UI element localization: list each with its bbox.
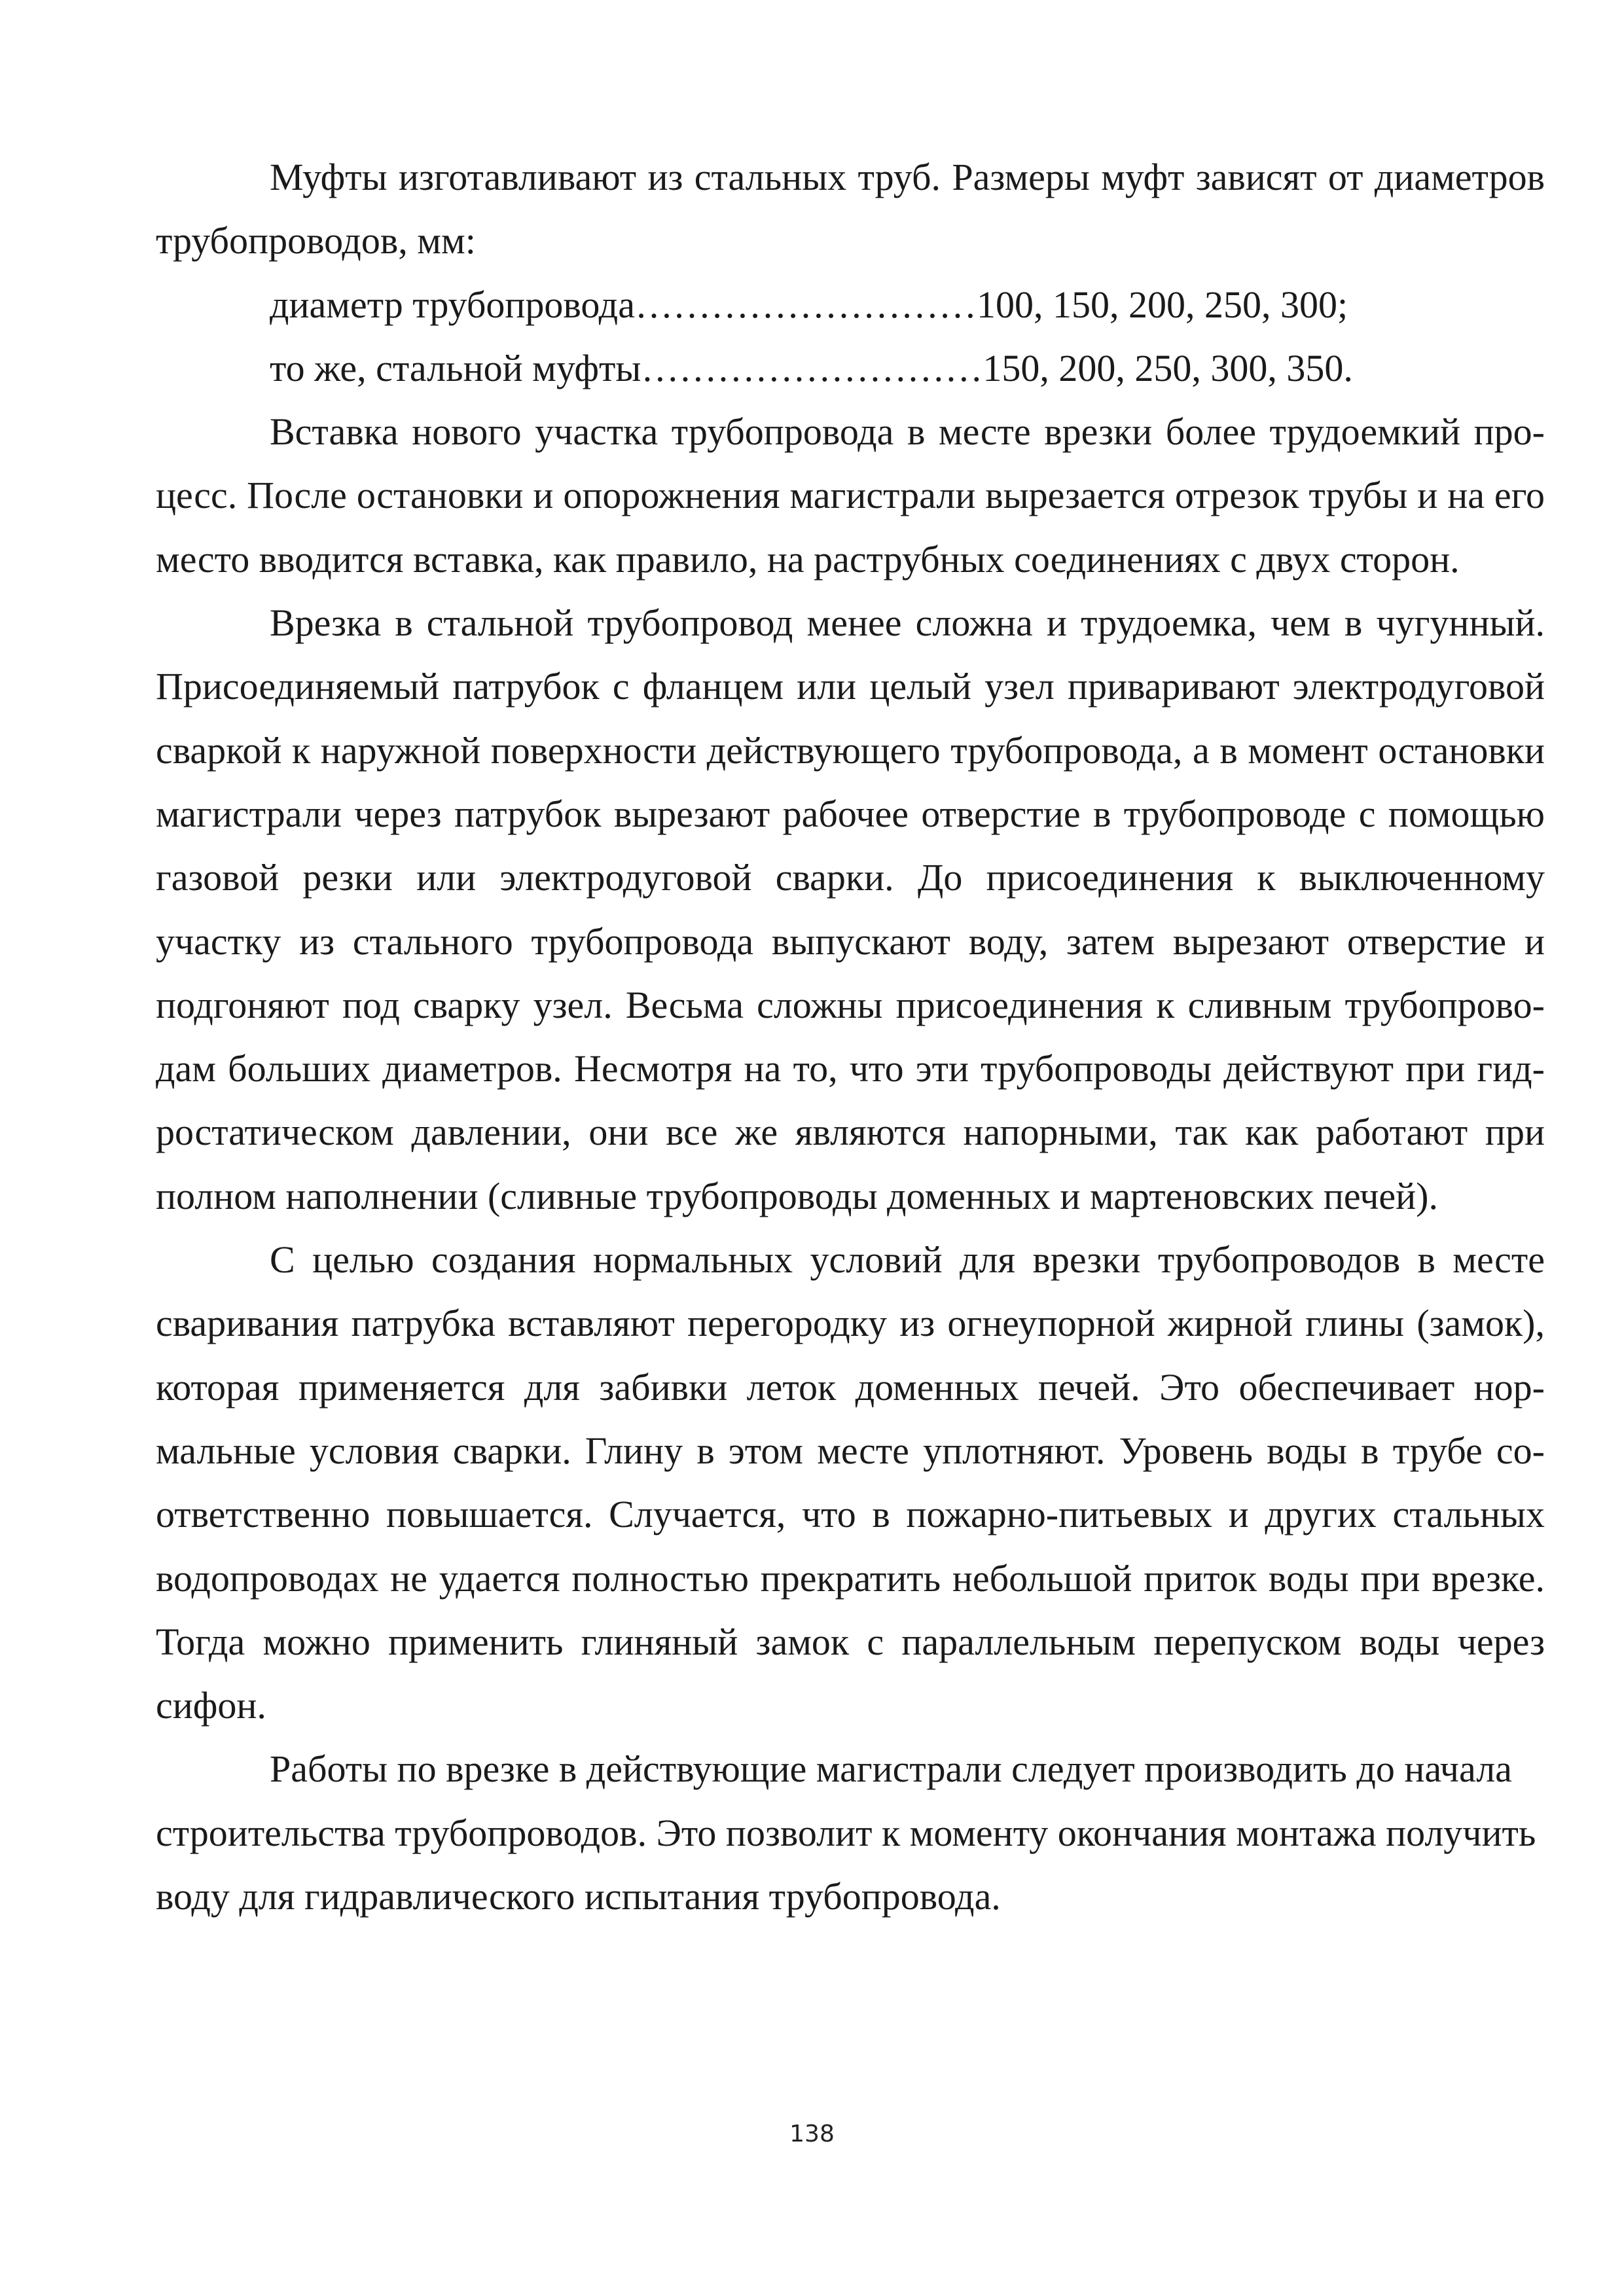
spec-values: 150, 200, 250, 300, 350. [983,346,1353,389]
paragraph-work-schedule: Работы по врезке в действующие магистрали следует производить до начала строительства трубопроводов. Это позволит к моменту окончания монтажа получить воду для гидравлического испытания трубопровода. [156,1748,1536,1918]
spec-leader: ……………………… [634,283,977,326]
spec-label: диаметр трубопровода [270,283,635,326]
spec-leader: ……………………… [641,346,983,389]
paragraph-insert-section: Вставка нового участка трубопровода в месте врезки более трудоемкий процесс. После остановки и опорожнения магистрали вырезается отрезок трубы и на его место вводится вставка, как правило, на раструбных соединениях с двух сторон. [156,410,1545,581]
paragraph-clay-lock: С целью создания нормальных условий для врезки трубопроводов в месте сваривания патрубка вставляют перегородку из огнеупорной жирной глины (замок), которая применяется для забивки леток доменных печей. Это обеспечивает нормальные условия сварки. Глину в этом месте уплотняют. Уровень воды в трубе соответственно повышается. Случается, что в пожарно-питьевых и других стальных водопроводах не удается полностью прекратить небольшой приток воды при врезке. Тогда можно применить глиняный замок с параллельным перепуском воды через сифон. [156,1238,1545,1727]
spec-row-pipe-diameter [156,273,1545,336]
spec-label: то же, стальной муфты [270,346,641,389]
page-body [156,145,1545,1928]
spec-row-coupling-diameter [156,336,1545,400]
page-number: 138 [789,2121,835,2147]
paragraph-steel-tie-in: Врезка в стальной трубопровод менее сложна и трудоемка, чем в чугунный. Присоединяемый патрубок с фланцем или целый узел приваривают электродуговой сваркой к наружной поверхности действующего трубопровода, а в момент остановки магистрали через патрубок вырезают рабочее отверстие в трубопроводе с помощью газовой резки или электродуговой сварки. До присоединения к выключенному участку из стального трубопровода выпускают воду, затем вырезают отверстие и подгоняют под сварку узел. Весьма сложны присоединения к сливным трубопроводам больших диаметров. Несмотря на то, что эти трубопроводы действуют при гидростатическом давлении, они все же являются напорными, так как работают при полном наполнении (сливные трубопроводы доменных и мартеновских печей). [156,601,1545,1217]
spec-values: 100, 150, 200, 250, 300; [976,283,1348,326]
paragraph-coupling-sizes: Муфты изготавливают из стальных труб. Размеры муфт зависят от диаметров трубопроводов, мм: [156,156,1545,262]
